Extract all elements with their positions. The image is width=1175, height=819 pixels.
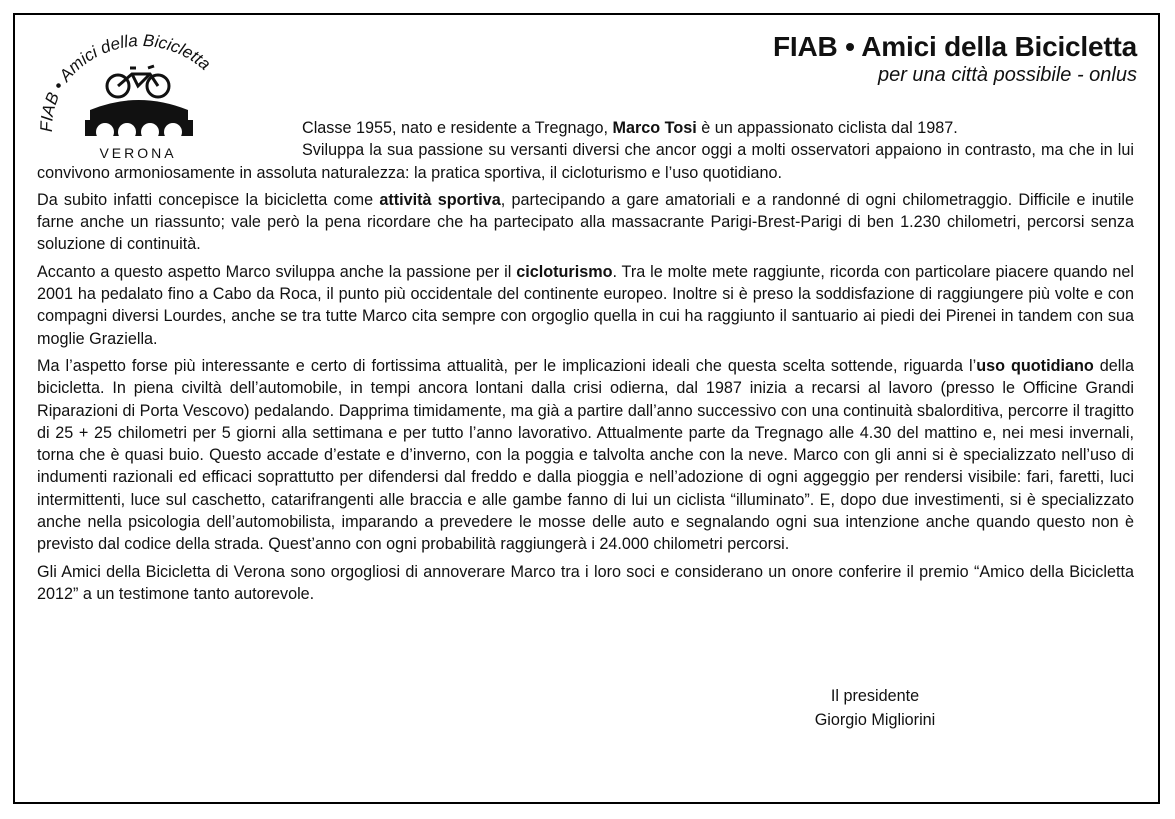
p3-bold: cicloturismo [516,262,613,281]
header-subtitle: per una città possibile - onlus [877,64,1137,86]
p1-text-c: Sviluppa la sua passione su versanti diversi che ancor oggi a molti osservatori appaiono in contrasto, ma che in lui convivono armoniosamente in assoluta naturalezza: la pratica sportiva, il cicloturismo e l’uso quotidiano. [37,141,1134,182]
signature-role: Il presidente [830,687,920,705]
paragraph-5: Gli Amici della Bicicletta di Verona sono orgogliosi di annoverare Marco tra i loro soci e considerano un onore conferire il premio “Amico della Bicicletta 2012” a un testimone tanto autorevole. [37,562,1134,603]
p4-text-b: della bicicletta. In piena civiltà dell’automobile, in tempi ancora lontani dalla crisi odierna, dal 1987 inizia a recarsi al lavoro (presso le Officine Grandi Riparazioni di Porta Vescovo) pedalando. Dapprima timidamente, ma già a partire dall’anno successivo con una continuità sbalorditiva, percorre il tragitto di 25 + 25 chilometri per 5 giorni alla settimana e per tutto l’anno lavorativo. Attualmente parte da Tregnago alle 4.30 del mattino e, nei mesi invernali, torna che è quasi buio. Questo accade d’estate e d’inverno, con la poggia e talvolta anche con la neve. Marco con gli anni si è specializzato nell’uso di indumenti razionali ed efficaci soprattutto per difendersi dal freddo e dalla pioggia e nell’adozione di ogni aggeggio per rendersi visibile: fari, faretti, luci intermittenti, luce sul caschetto, catarifrangenti alle braccia e alle gambe fanno di lui un ciclista “illuminato”. E, dopo due investimenti, si è specializzato anche nella psicologia dell’automobilista, imparando a prevedere le mosse delle auto e segnalando ogni sua intenzione anche quando questo non è previsto dal codice della strada. Quest’anno con ogni probabilità raggiungerà i 24.000 chilometri percorsi. [37,356,1134,554]
header-title: FIAB • Amici della Bicicletta [773,31,1137,62]
p3-text-b: . Tra le molte mete raggiunte, ricorda con particolare piacere quando nel 2001 ha pedalato fino a Cabo da Roca, il punto più occidentale del continente europeo. Inoltre si è preso la soddisfazione di raggiungere più volte e con compagni diversi Lourdes, anche se tra tutte Marco cita sempre con orgoglio quella in cui ha raggiunto il santuario ai piedi dei Pirenei in tandem con sua moglie Graziella. [37,262,1134,348]
p2-bold: attività sportiva [379,190,501,209]
page-header [773,30,1137,86]
logo-city: VERONA [99,145,177,161]
p3-text-a: Accanto a questo aspetto Marco sviluppa anche la passione per il [37,262,517,281]
paragraph-4 [37,355,1134,556]
signature-name: Giorgio Migliorini [814,711,936,729]
p4-text-a: Ma l’aspetto forse più interessante e certo di fortissima attualità, per le implicazioni ideali che questa scelta sottende, riguarda l’ [37,356,977,375]
p2-text-b: , partecipando a gare amatoriali e a randonné di ogni chilometraggio. Difficile e inutile farne anche un riassunto; vale però la pena ricordare che ha partecipato alla massacrante Parigi-Brest-Parigi di ben 1.230 chilometri, percorsi senza soluzione di continuità. [37,190,1134,254]
logo-arc-text: FIAB • Amici della Bicicletta [36,30,215,133]
p1-text-a: Classe 1955, nato e residente a Tregnago, [302,119,613,137]
paragraph-1-lead [37,117,1134,139]
signature-block [760,684,990,732]
paragraph-2 [37,189,1134,256]
p4-bold: uso quotidiano [976,356,1094,375]
person-name: Marco Tosi [612,119,697,137]
letter-body [37,117,1134,610]
p1-text-b: è un appassionato ciclista dal 1987. [696,119,958,137]
paragraph-1 [37,117,1134,184]
p2-text-a: Da subito infatti concepisce la bicicletta come [37,190,380,209]
paragraph-3 [37,261,1134,350]
